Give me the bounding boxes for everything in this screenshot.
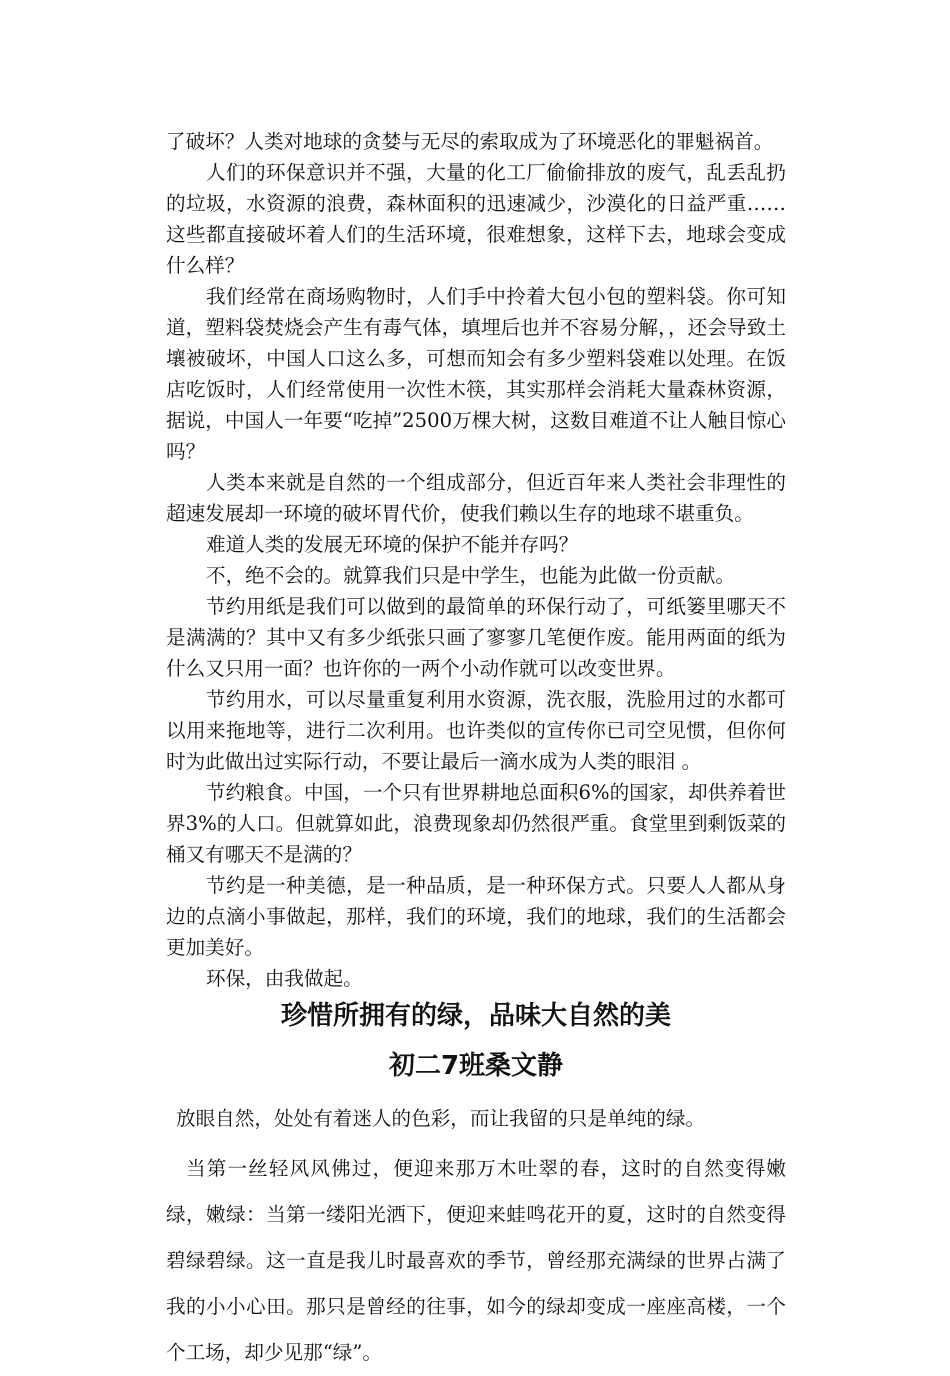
author-line: 初二7班桑文静	[388, 1051, 564, 1081]
paragraph: 节约用水，可以尽量重复利用水资源，洗衣服，洗脸用过的水都可以用来拖地等，进行二次利用。也许类似的宣传你已司空见惯，但你何时为此做出过实际行动，不要让最后一滴水成为人类的眼泪 。	[166, 688, 786, 773]
paragraph: 节约用纸是我们可以做到的最简单的环保行动了，可纸篓里哪天不是满满的？其中又有多少纸张只画了寥寥几笔便作废。能用两面的纸为什么又只用一面？也许你的一两个小动作就可以改变世界。	[166, 595, 786, 680]
paragraph: 人类本来就是自然的一个组成部分，但近百年来人类社会非理性的超速发展却一环境的破坏胃代价，使我们赖以生存的地球不堪重负。	[166, 471, 786, 525]
paragraph: 当第一丝轻风风佛过，便迎来那万木吐翠的春，这时的自然变得嫩绿，嫩绿：当第一缕阳光洒下，便迎来蛙鸣花开的夏，这时的自然变得碧绿碧绿。这一直是我儿时最喜欢的季节，曾经那充满绿的世界占满了我的小小心田。那只是曾经的往事，如今的绿却变成一座座高楼，一个个工场，却少见那“绿”。	[166, 1157, 786, 1364]
article-green	[166, 1096, 786, 1376]
paragraph: 节约粮食。中国，一个只有世界耕地总面积6%的国家，却供养着世界3%的人口。但就算如此，浪费现象却仍然很严重。食堂里到剩饭菜的桶又有哪天不是满的？	[166, 781, 786, 866]
article-environment	[166, 126, 786, 994]
article-title: 珍惜所拥有的绿，品味大自然的美	[280, 1001, 671, 1031]
paragraph: 了破坏？人类对地球的贪婪与无尽的索取成为了环境恶化的罪魁祸首。	[166, 130, 774, 153]
paragraph: 人们的环保意识并不强，大量的化工厂偷偷排放的废气，乱丢乱扔的垃圾，水资源的浪费，森林面积的迅速减少，沙漠化的日益严重……这些都直接破坏着人们的生活环境，很难想象，这样下去，地球会变成什么样？	[166, 161, 786, 277]
paragraph: 节约是一种美德，是一种品质，是一种环保方式。只要人人都从身边的点滴小事做起，那样，我们的环境，我们的地球，我们的生活都会更加美好。	[166, 874, 786, 959]
paragraph: 环保，由我做起。	[206, 967, 363, 990]
document-page	[166, 126, 786, 1376]
paragraph: 放眼自然，处处有着迷人的色彩，而让我留的只是单纯的绿。	[176, 1107, 706, 1130]
paragraph: 我们经常在商场购物时，人们手中拎着大包小包的塑料袋。你可知道，塑料袋焚烧会产生有毒气体，填埋后也并不容易分解，，还会导致土壤被破坏，中国人口这么多，可想而知会有多少塑料袋难以处理。在饭店吃饭时，人们经常使用一次性木筷，其实那样会消耗大量森林资源，据说，中国人一年要“吃掉”2500万棵大树，这数目难道不让人触目惊心吗？	[166, 285, 786, 463]
paragraph: 难道人类的发展无环境的保护不能并存吗？	[206, 533, 579, 556]
paragraph: 不，绝不会的。就算我们只是中学生，也能为此做一份贡献。	[206, 564, 736, 587]
